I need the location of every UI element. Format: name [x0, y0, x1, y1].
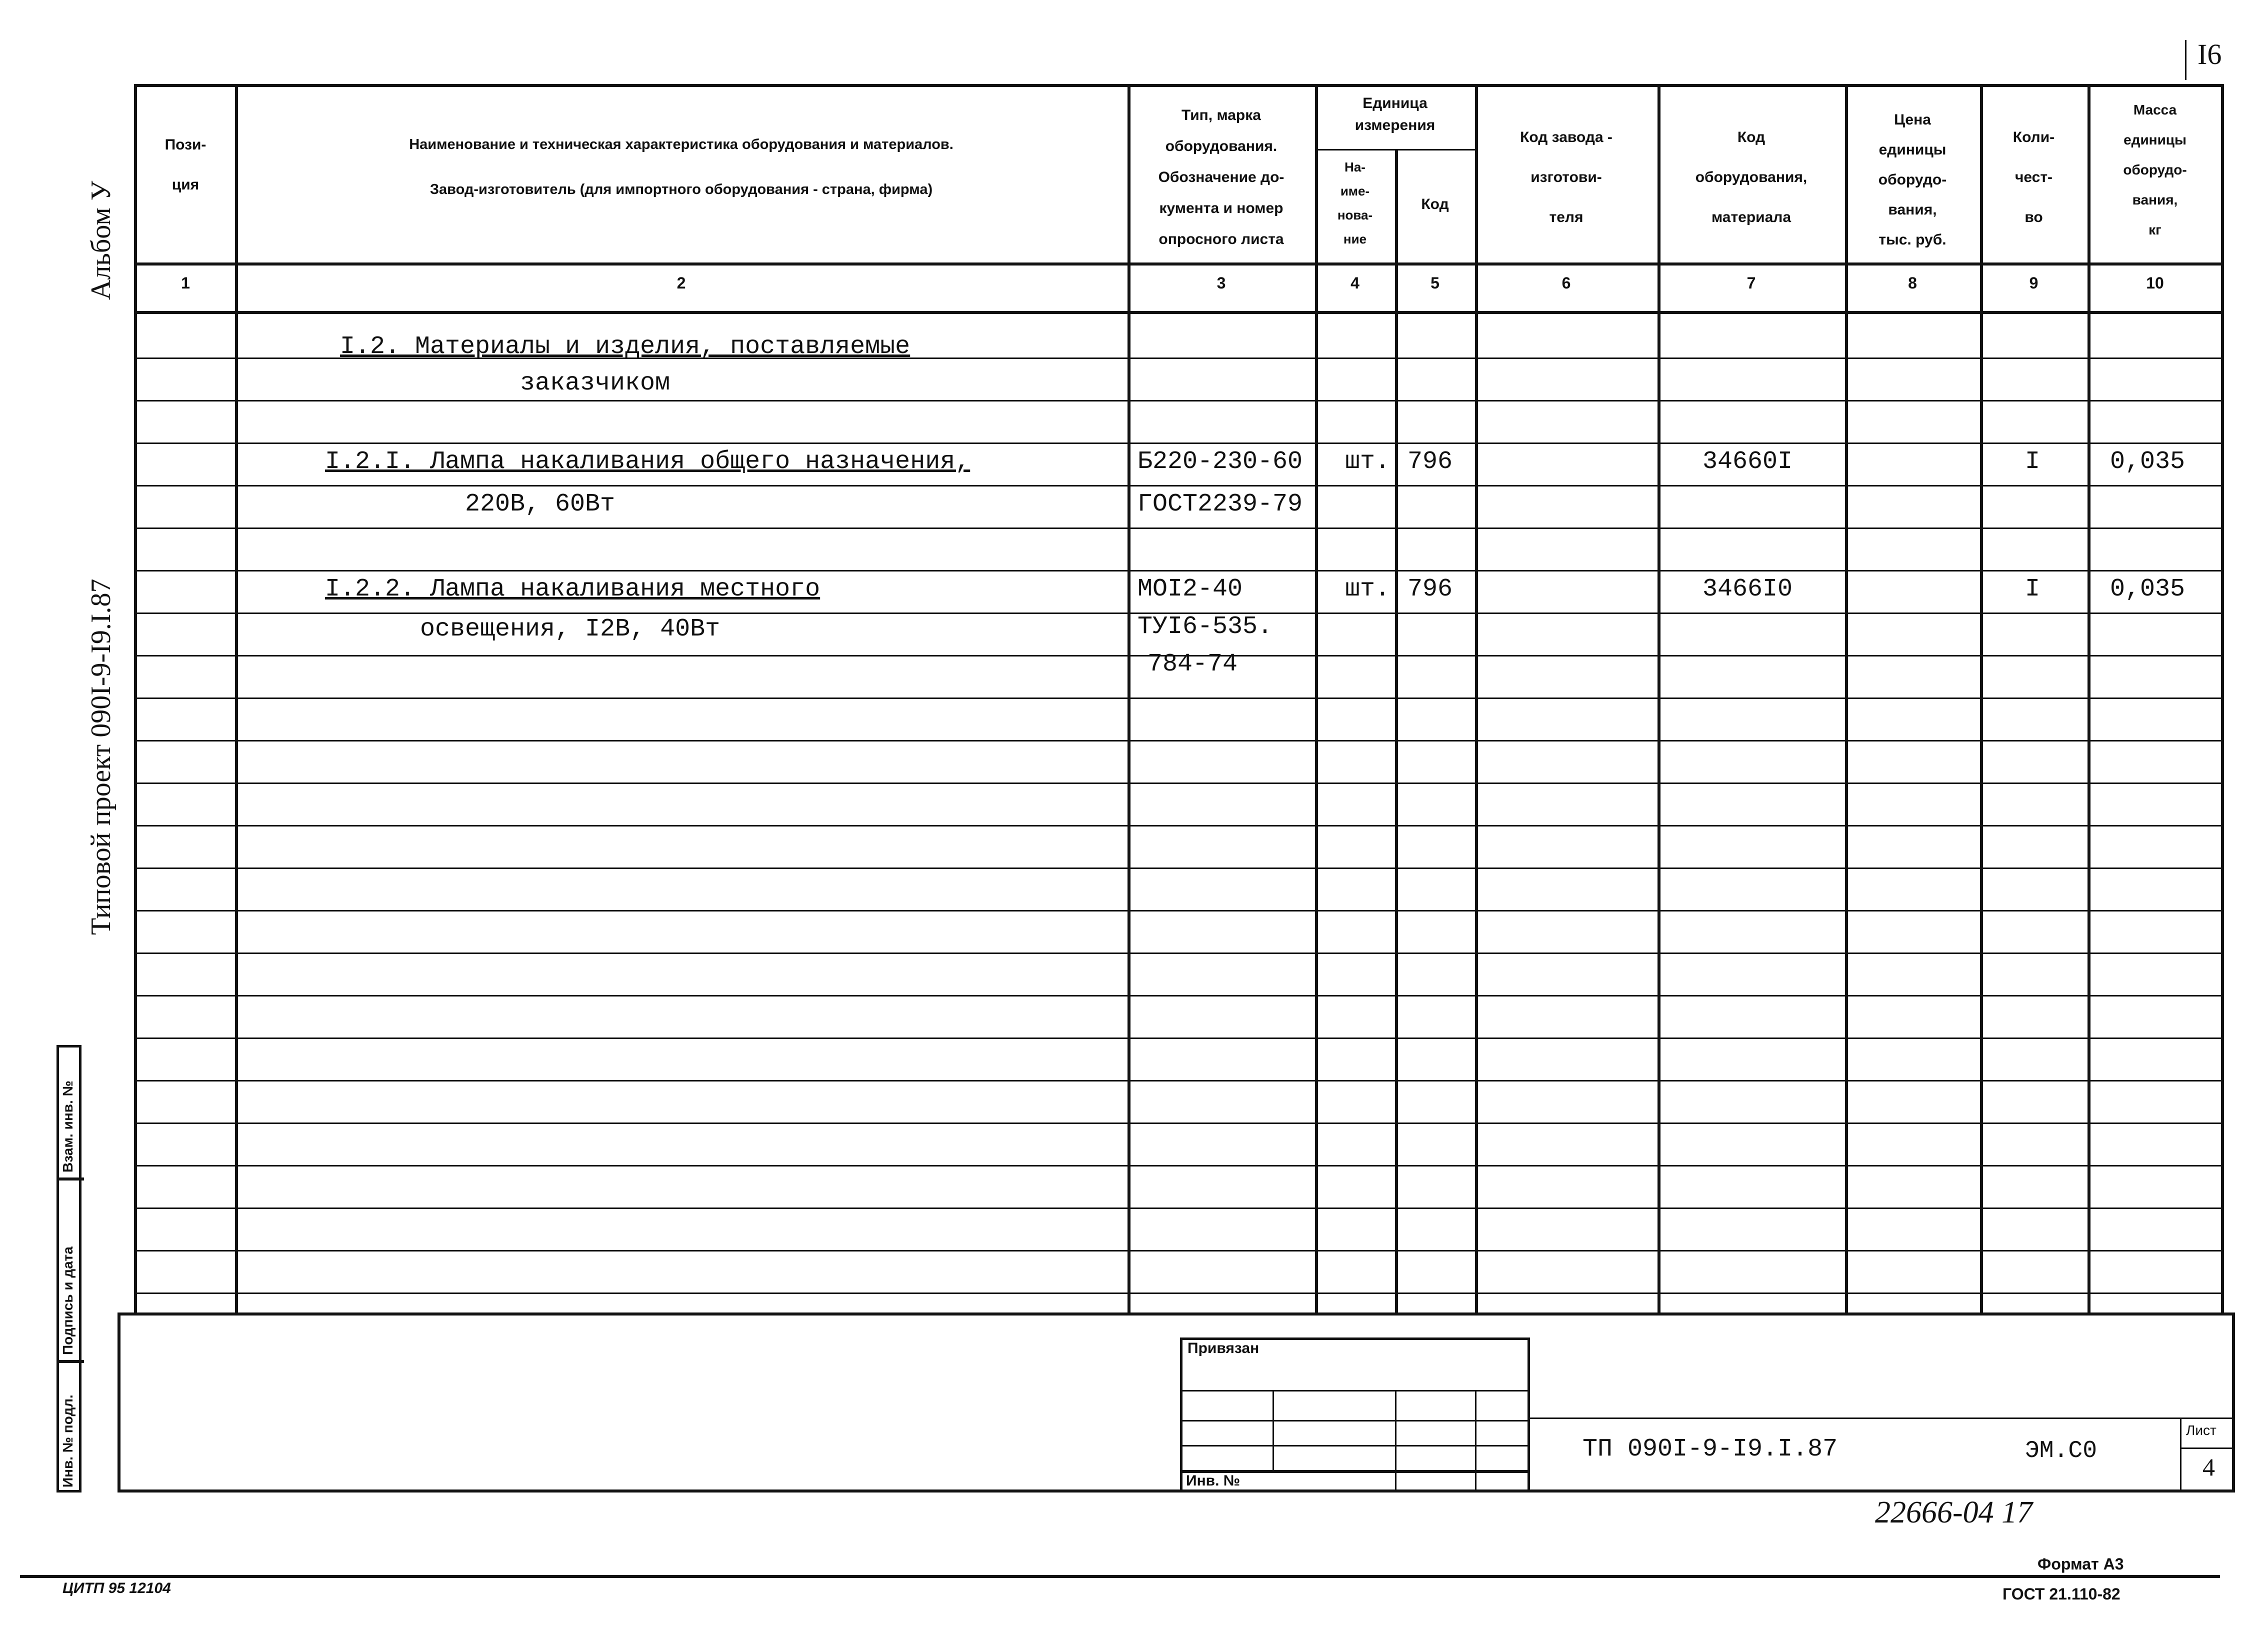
privyazan-block — [1180, 1338, 1530, 1492]
col-number-9: 9 — [2029, 274, 2038, 292]
page-number: I6 — [2198, 38, 2222, 70]
table-row-line — [134, 782, 2224, 784]
table-row-line — [134, 740, 2224, 742]
item1-name-line1: I.2.I. Лампа накаливания общего назначения, — [325, 448, 970, 476]
citp-label: ЦИТП 95 12104 — [62, 1580, 171, 1596]
privyazan-row — [1180, 1390, 1530, 1392]
item1-type-line1: Б220-230-60 — [1138, 448, 1303, 476]
table-row-line — [134, 528, 2224, 529]
col-sep-3 — [1315, 84, 1318, 1314]
gost-label: ГОСТ 21.110-82 — [2002, 1585, 2120, 1603]
item2-type-line1: МОI2-40 — [1138, 575, 1243, 604]
item2-type-line3: 784-74 — [1148, 650, 1238, 678]
item1-unit: шт. — [1345, 448, 1390, 476]
header-quantity: Коли- чест- во — [2012, 129, 2055, 226]
header-mass: Масса единицы оборудо- вания, кг — [2123, 102, 2187, 238]
header-bottom — [134, 262, 2224, 266]
table-row-line — [134, 1038, 2224, 1039]
table-row-line — [134, 1250, 2224, 1252]
item1-quantity: I — [2025, 448, 2040, 476]
header-name-line2: Завод-изготовитель (для импортного оборудования - страна, фирма) — [430, 182, 933, 198]
table-row-line — [134, 995, 2224, 996]
header-position: Пози- ция — [164, 136, 206, 193]
table-row-line — [134, 442, 2224, 444]
privyazan-label: Привязан — [1188, 1340, 1260, 1356]
table-row-line — [134, 825, 2224, 826]
col-sep-4 — [1395, 150, 1398, 1314]
col-sep-7 — [1845, 84, 1848, 1314]
col-sep-1 — [235, 84, 238, 1314]
col-sep-9 — [2088, 84, 2090, 1314]
header-factory-code: Код завода - изготови- теля — [1520, 129, 1612, 226]
stamp-divider — [56, 1178, 84, 1180]
table-row-line — [134, 1122, 2224, 1124]
page-number-tick — [2185, 40, 2186, 80]
col-number-6: 6 — [1562, 274, 1571, 292]
section-title-line2: заказчиком — [520, 369, 670, 398]
stamp-label-podpis: Подпись и дата — [60, 1246, 76, 1355]
header-price: Цена единицы оборудо- вания, тыс. руб. — [1878, 112, 1947, 248]
privyazan-col — [1475, 1390, 1476, 1492]
col-number-4: 4 — [1350, 274, 1360, 292]
header-type: Тип, марка оборудования. Обозначение до- кумента и номер опросного листа — [1158, 107, 1284, 248]
item2-name-line2: освещения, I2В, 40Вт — [420, 615, 720, 644]
item1-type-line2: ГОСТ2239-79 — [1138, 490, 1303, 518]
col-number-2: 2 — [676, 274, 686, 292]
item2-unit: шт. — [1345, 575, 1390, 604]
sheet-label: Лист — [2186, 1422, 2216, 1438]
item2-equipment-code: 3466I0 — [1702, 575, 1793, 604]
title-block-frame — [118, 1312, 2235, 1492]
item1-mass: 0,035 — [2110, 448, 2186, 476]
table-frame — [134, 84, 2224, 1314]
col-number-1: 1 — [181, 274, 190, 292]
item2-name-line1: I.2.2. Лампа накаливания местного — [325, 575, 820, 604]
item1-equipment-code: 34660I — [1702, 448, 1793, 476]
header-unit-code: Код — [1421, 196, 1449, 212]
col-sep-5 — [1475, 84, 1478, 1314]
col-sep-2 — [1128, 84, 1130, 1314]
doc-code: ТП 090I-9-I9.I.87 — [1582, 1435, 1838, 1464]
col-number-3: 3 — [1216, 274, 1226, 292]
sheet-number: 4 — [2202, 1453, 2215, 1481]
item1-code: 796 — [1408, 448, 1453, 476]
stamp-label-inv: Инв. № подл. — [60, 1394, 76, 1488]
doc-mark: ЭМ.С0 — [2025, 1438, 2098, 1464]
item2-type-line2: ТУI6-535. — [1138, 612, 1273, 641]
doc-code-top — [1530, 1418, 2235, 1419]
table-row-line — [134, 1080, 2224, 1082]
sheet-box-split — [2180, 1448, 2235, 1449]
unit-header-split — [1315, 149, 1475, 150]
bottom-rule — [20, 1575, 2220, 1578]
col-sep-6 — [1658, 84, 1660, 1314]
album-label: Альбом У — [86, 180, 116, 300]
handwritten-number: 22666-04 17 — [1875, 1496, 2033, 1530]
table-row-line — [134, 485, 2224, 486]
header-equipment-code: Код оборудования, материала — [1695, 129, 1808, 226]
privyazan-row — [1180, 1420, 1530, 1422]
item2-code: 796 — [1408, 575, 1453, 604]
col-number-8: 8 — [1908, 274, 1917, 292]
col-sep-8 — [1980, 84, 1983, 1314]
item2-quantity: I — [2025, 575, 2040, 604]
header-unit-name: На- име- нова- ние — [1337, 160, 1373, 246]
sheet-box-left — [2180, 1418, 2182, 1492]
header-unit: Единица измерения — [1354, 95, 1436, 134]
header-name-line1: Наименование и техническая характеристика оборудования и материалов. — [409, 136, 954, 152]
format-label: Формат А3 — [2038, 1555, 2124, 1573]
item2-mass: 0,035 — [2110, 575, 2186, 604]
inv-no-label: Инв. № — [1186, 1472, 1240, 1489]
privyazan-row — [1180, 1445, 1530, 1446]
table-row-line — [134, 910, 2224, 912]
stamp-label-vzam: Взам. инв. № — [60, 1080, 76, 1172]
table-row-line — [134, 698, 2224, 699]
table-row-line — [134, 952, 2224, 954]
item1-name-line2: 220В, 60Вт — [465, 490, 616, 518]
privyazan-col — [1395, 1390, 1396, 1492]
table-row-line — [134, 868, 2224, 869]
col-number-7: 7 — [1746, 274, 1756, 292]
col-number-5: 5 — [1430, 274, 1440, 292]
table-row-line — [134, 570, 2224, 572]
table-row-line — [134, 1165, 2224, 1166]
table-row-line — [134, 1208, 2224, 1209]
table-row-line — [134, 400, 2224, 402]
section-title-line1: I.2. Материалы и изделия, поставляемые — [340, 332, 910, 361]
project-label: Типовой проект 090I-9-I9.I.87 — [86, 578, 116, 935]
stamp-divider — [56, 1360, 84, 1363]
table-row-line — [134, 1292, 2224, 1294]
privyazan-col — [1272, 1390, 1274, 1470]
col-number-10: 10 — [2146, 274, 2164, 292]
numbers-bottom — [134, 311, 2224, 314]
